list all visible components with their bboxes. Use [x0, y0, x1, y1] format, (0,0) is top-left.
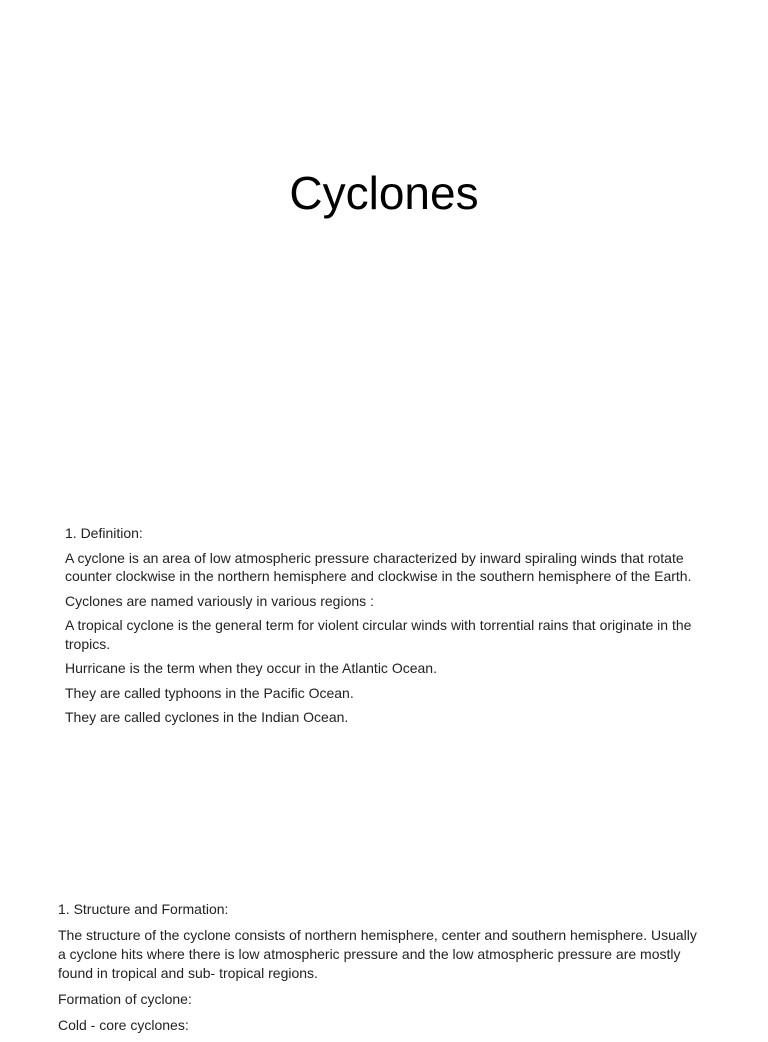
page-title: Cyclones: [289, 167, 479, 219]
indian-ocean-paragraph: They are called cyclones in the Indian Ocean.: [65, 709, 349, 725]
formation-heading: Formation of cyclone:: [58, 991, 192, 1007]
structure-paragraph: The structure of the cyclone consists of northern hemisphere, center and southern hemisphere. Usually a cyclone hits where there is low atmospheric pressure and the low atmospheric pressure are mostly found in tropical and sub- tropical regions.: [58, 927, 697, 981]
definition-heading: 1. Definition:: [65, 525, 143, 541]
tropical-cyclone-paragraph: A tropical cyclone is the general term for violent circular winds with torrential rains that originate in the tropics.: [65, 617, 692, 652]
regions-intro-paragraph: Cyclones are named variously in various regions :: [65, 592, 374, 609]
definition-section: [65, 524, 705, 733]
definition-paragraph: A cyclone is an area of low atmospheric pressure characterized by inward spiraling winds that rotate counter clockwise in the northern hemisphere and clockwise in the southern hemisphere of the Earth.: [65, 549, 692, 584]
typhoon-paragraph: They are called typhoons in the Pacific Ocean.: [65, 684, 354, 701]
structure-section: [58, 900, 708, 1042]
hurricane-paragraph: Hurricane is the term when they occur in the Atlantic Ocean.: [65, 660, 437, 676]
structure-heading: 1. Structure and Formation:: [58, 901, 229, 917]
cold-core-heading: Cold - core cyclones:: [58, 1017, 189, 1033]
